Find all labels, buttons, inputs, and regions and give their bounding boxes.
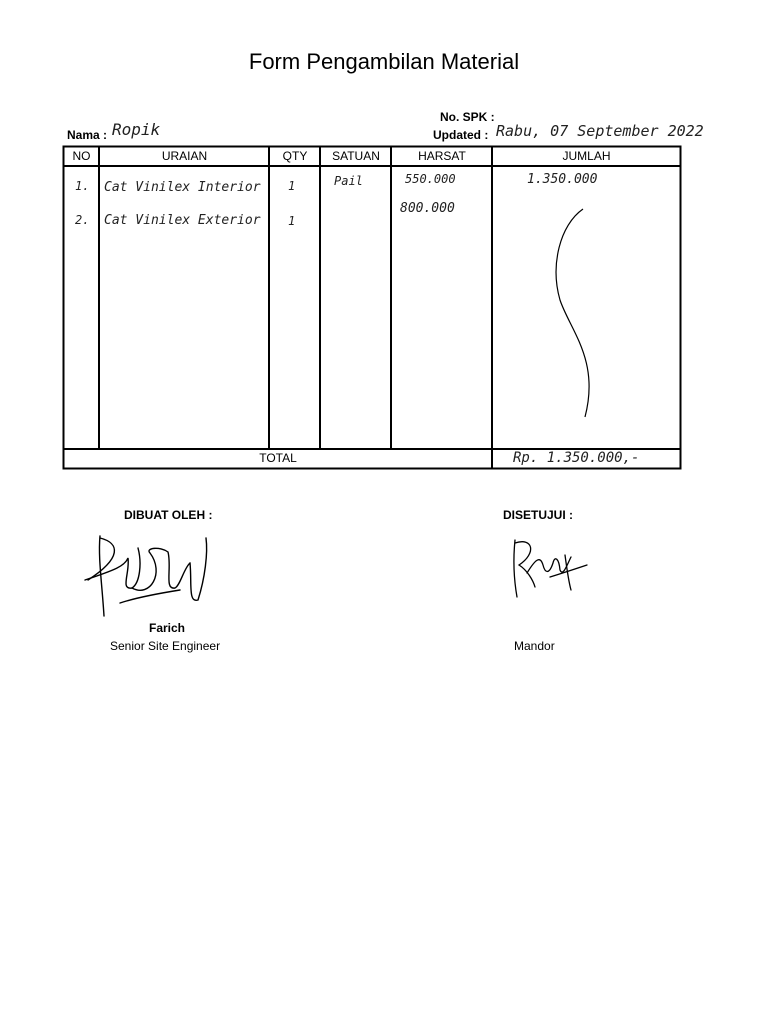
row-1-uraian: Cat Vinilex Interior [104, 180, 261, 195]
col-header-no: NO [72, 149, 91, 163]
updated-value: Rabu, 07 September 2022 [496, 122, 704, 140]
row-1-jumlah: 1.350.000 [527, 172, 598, 187]
approved-role: Mandor [514, 639, 555, 653]
made-by-signature [80, 528, 215, 620]
total-label: TOTAL [259, 451, 297, 465]
nama-value: Ropik [112, 120, 161, 139]
made-by-name: Farich [149, 621, 186, 635]
total-value: Rp. 1.350.000,- [513, 450, 640, 466]
row-1-no: 1. [75, 179, 90, 193]
row-1-harsat: 550.000 [405, 172, 456, 186]
spk-label: No. SPK : [440, 110, 495, 124]
col-header-jumlah: JUMLAH [562, 149, 611, 163]
row-2-no: 2. [75, 213, 90, 227]
row-2-uraian: Cat Vinilex Exterior [104, 213, 261, 228]
col-header-uraian: URAIAN [161, 149, 208, 163]
col-header-satuan: SATUAN [332, 149, 380, 163]
form-title: Form Pengambilan Material [248, 49, 520, 74]
nama-label: Nama : [67, 128, 108, 142]
made-by-label: DIBUAT OLEH : [124, 508, 213, 522]
continuation-stroke [556, 209, 589, 417]
col-header-harsat: HARSAT [418, 149, 466, 163]
made-by-role: Senior Site Engineer [110, 639, 221, 653]
row-2-qty: 1 [288, 214, 296, 228]
approved-label: DISETUJUI : [503, 508, 574, 522]
updated-label: Updated : [433, 128, 489, 142]
row-1-satuan: Pail [334, 174, 363, 188]
row-1-qty: 1 [288, 179, 296, 193]
col-header-qty: QTY [282, 149, 308, 163]
row-2-harsat: 800.000 [400, 201, 455, 216]
approved-signature [505, 535, 590, 600]
